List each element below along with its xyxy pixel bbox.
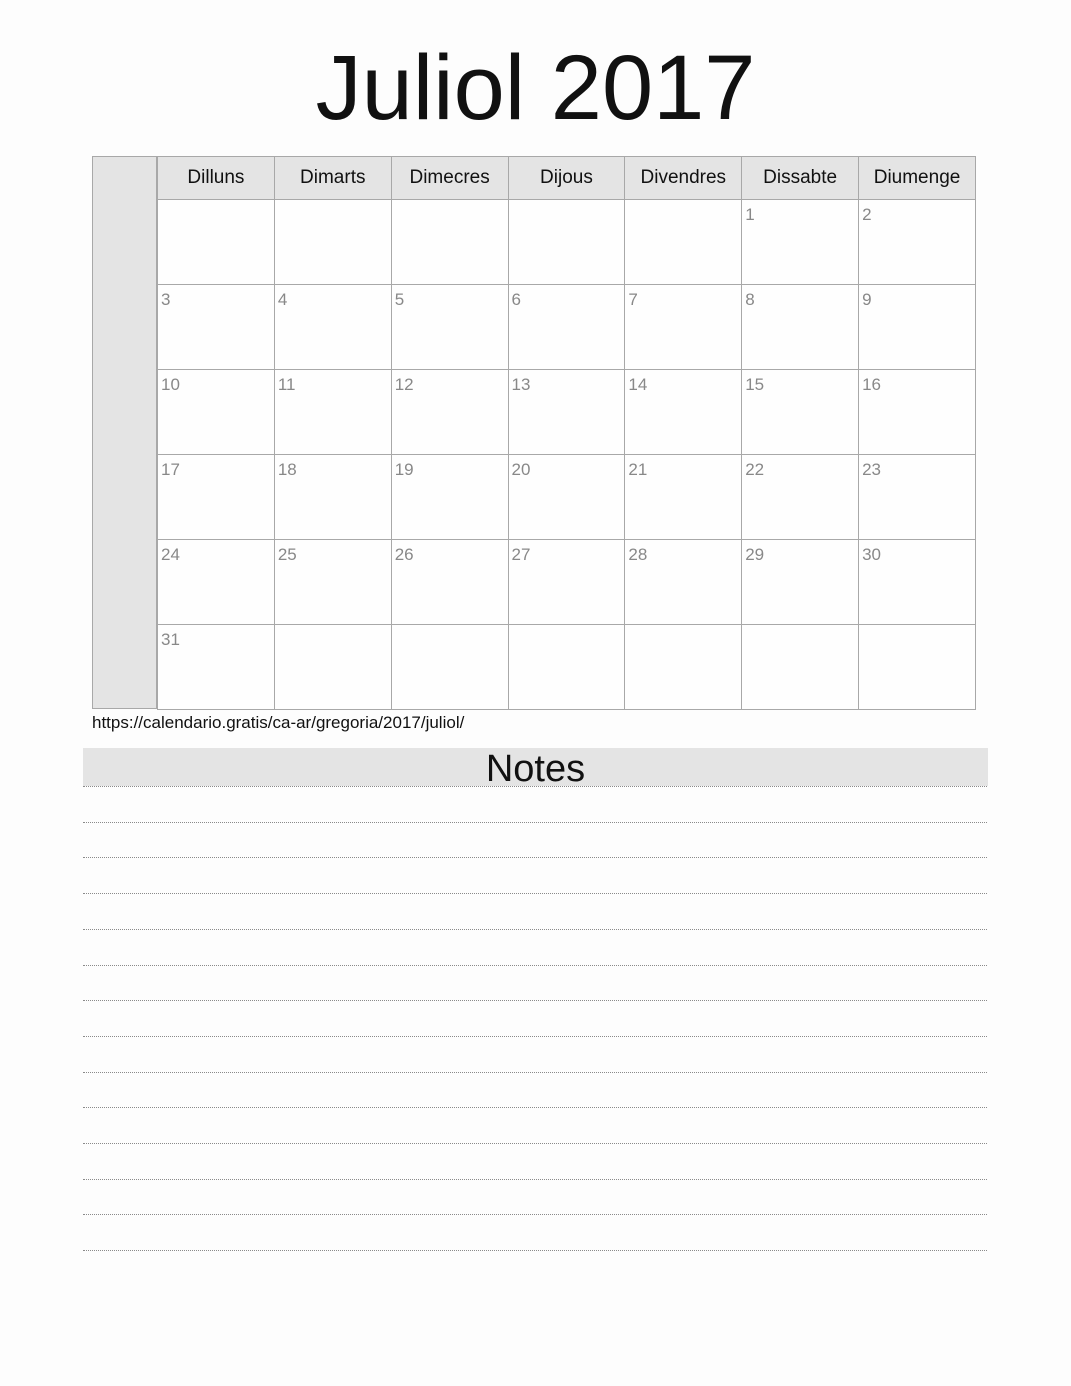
day-cell bbox=[625, 370, 742, 455]
week-row bbox=[158, 200, 976, 285]
day-cell bbox=[742, 285, 859, 370]
day-cell bbox=[859, 370, 976, 455]
day-cell bbox=[158, 200, 275, 285]
calendar-table bbox=[157, 156, 976, 710]
day-cell bbox=[391, 540, 508, 625]
week-row bbox=[158, 625, 976, 710]
day-number: 14 bbox=[628, 375, 648, 394]
day-number bbox=[859, 625, 975, 629]
day-number: 24 bbox=[161, 545, 180, 564]
day-number: 9 bbox=[862, 290, 872, 309]
day-cell bbox=[508, 455, 625, 540]
day-number: 30 bbox=[862, 545, 881, 564]
day-number: 16 bbox=[862, 375, 881, 394]
weekday-header: Diumenge bbox=[859, 157, 976, 200]
day-number: 13 bbox=[511, 375, 531, 394]
day-number: 12 bbox=[394, 375, 414, 394]
day-cell bbox=[742, 370, 859, 455]
day-cell bbox=[274, 285, 391, 370]
day-number bbox=[392, 200, 508, 204]
day-cell bbox=[508, 625, 625, 710]
note-line bbox=[83, 893, 987, 894]
day-cell bbox=[391, 200, 508, 285]
weekday-header: Dijous bbox=[508, 157, 625, 200]
day-number: 29 bbox=[745, 545, 765, 564]
note-line bbox=[83, 1143, 987, 1144]
day-number: 15 bbox=[745, 375, 765, 394]
source-url: https://calendario.gratis/ca-ar/gregoria/2017/juliol/ bbox=[92, 713, 465, 732]
day-number: 21 bbox=[628, 460, 648, 479]
weekday-header: Dilluns bbox=[158, 157, 275, 200]
day-number bbox=[158, 200, 274, 204]
day-cell bbox=[274, 540, 391, 625]
day-number: 22 bbox=[745, 460, 765, 479]
day-cell bbox=[859, 540, 976, 625]
note-line bbox=[83, 1214, 987, 1215]
day-number bbox=[625, 625, 741, 629]
day-number: 31 bbox=[161, 630, 180, 649]
day-cell bbox=[274, 200, 391, 285]
note-line bbox=[83, 857, 987, 858]
day-number: 23 bbox=[862, 460, 881, 479]
note-line bbox=[83, 822, 987, 823]
day-cell bbox=[274, 455, 391, 540]
day-number bbox=[742, 625, 858, 629]
calendar-grid bbox=[92, 156, 976, 709]
day-number bbox=[625, 200, 741, 204]
day-cell bbox=[508, 370, 625, 455]
day-cell bbox=[859, 455, 976, 540]
day-cell bbox=[859, 625, 976, 710]
day-cell bbox=[391, 285, 508, 370]
day-number: 28 bbox=[628, 545, 648, 564]
day-number: 6 bbox=[511, 290, 521, 309]
day-cell bbox=[625, 540, 742, 625]
day-cell bbox=[391, 455, 508, 540]
day-cell bbox=[508, 285, 625, 370]
note-line bbox=[83, 1036, 987, 1037]
day-cell bbox=[274, 370, 391, 455]
day-cell bbox=[508, 540, 625, 625]
day-number: 3 bbox=[161, 290, 171, 309]
day-cell bbox=[274, 625, 391, 710]
day-cell bbox=[625, 455, 742, 540]
note-line bbox=[83, 929, 987, 930]
day-cell bbox=[391, 625, 508, 710]
day-number: 2 bbox=[862, 205, 872, 224]
week-row bbox=[158, 370, 976, 455]
day-number bbox=[509, 200, 625, 204]
day-cell bbox=[158, 540, 275, 625]
day-cell bbox=[859, 200, 976, 285]
note-line bbox=[83, 1179, 987, 1180]
note-line bbox=[83, 1072, 987, 1073]
notes-title: Notes bbox=[485, 748, 586, 790]
day-cell bbox=[742, 200, 859, 285]
day-number: 17 bbox=[161, 460, 180, 479]
weekday-header: Dimarts bbox=[274, 157, 391, 200]
day-number: 7 bbox=[628, 290, 638, 309]
week-row bbox=[158, 540, 976, 625]
day-number bbox=[392, 625, 508, 629]
weekday-header: Dissabte bbox=[742, 157, 859, 200]
day-number: 5 bbox=[394, 290, 405, 309]
week-row bbox=[158, 455, 976, 540]
note-line bbox=[83, 1000, 987, 1001]
day-cell bbox=[158, 625, 275, 710]
weekday-header: Dimecres bbox=[391, 157, 508, 200]
day-number bbox=[275, 625, 391, 629]
day-cell bbox=[391, 370, 508, 455]
day-number: 11 bbox=[277, 375, 296, 394]
day-number: 18 bbox=[277, 460, 297, 479]
day-number: 19 bbox=[394, 460, 414, 479]
note-line bbox=[83, 965, 987, 966]
day-number: 10 bbox=[161, 375, 180, 394]
day-number: 1 bbox=[745, 205, 755, 224]
week-row bbox=[158, 285, 976, 370]
day-number: 27 bbox=[511, 545, 531, 564]
day-cell bbox=[625, 625, 742, 710]
day-cell bbox=[508, 200, 625, 285]
note-line bbox=[83, 1250, 987, 1251]
weekday-header: Divendres bbox=[625, 157, 742, 200]
day-cell bbox=[158, 370, 275, 455]
day-number bbox=[275, 200, 391, 204]
day-number: 20 bbox=[511, 460, 531, 479]
day-cell bbox=[742, 625, 859, 710]
note-line bbox=[83, 1107, 987, 1108]
day-cell bbox=[158, 285, 275, 370]
day-cell bbox=[742, 540, 859, 625]
day-cell bbox=[625, 200, 742, 285]
day-number: 26 bbox=[394, 545, 414, 564]
day-number: 25 bbox=[277, 545, 297, 564]
day-number: 4 bbox=[277, 290, 288, 309]
day-cell bbox=[859, 285, 976, 370]
day-cell bbox=[625, 285, 742, 370]
day-number: 8 bbox=[745, 290, 755, 309]
day-cell bbox=[742, 455, 859, 540]
notes-header bbox=[83, 748, 988, 790]
page-title: Juliol 2017 bbox=[315, 37, 756, 139]
week-side-column bbox=[92, 156, 157, 709]
day-number bbox=[509, 625, 625, 629]
note-line bbox=[83, 786, 987, 787]
weekday-header-row bbox=[158, 157, 976, 200]
day-cell bbox=[158, 455, 275, 540]
